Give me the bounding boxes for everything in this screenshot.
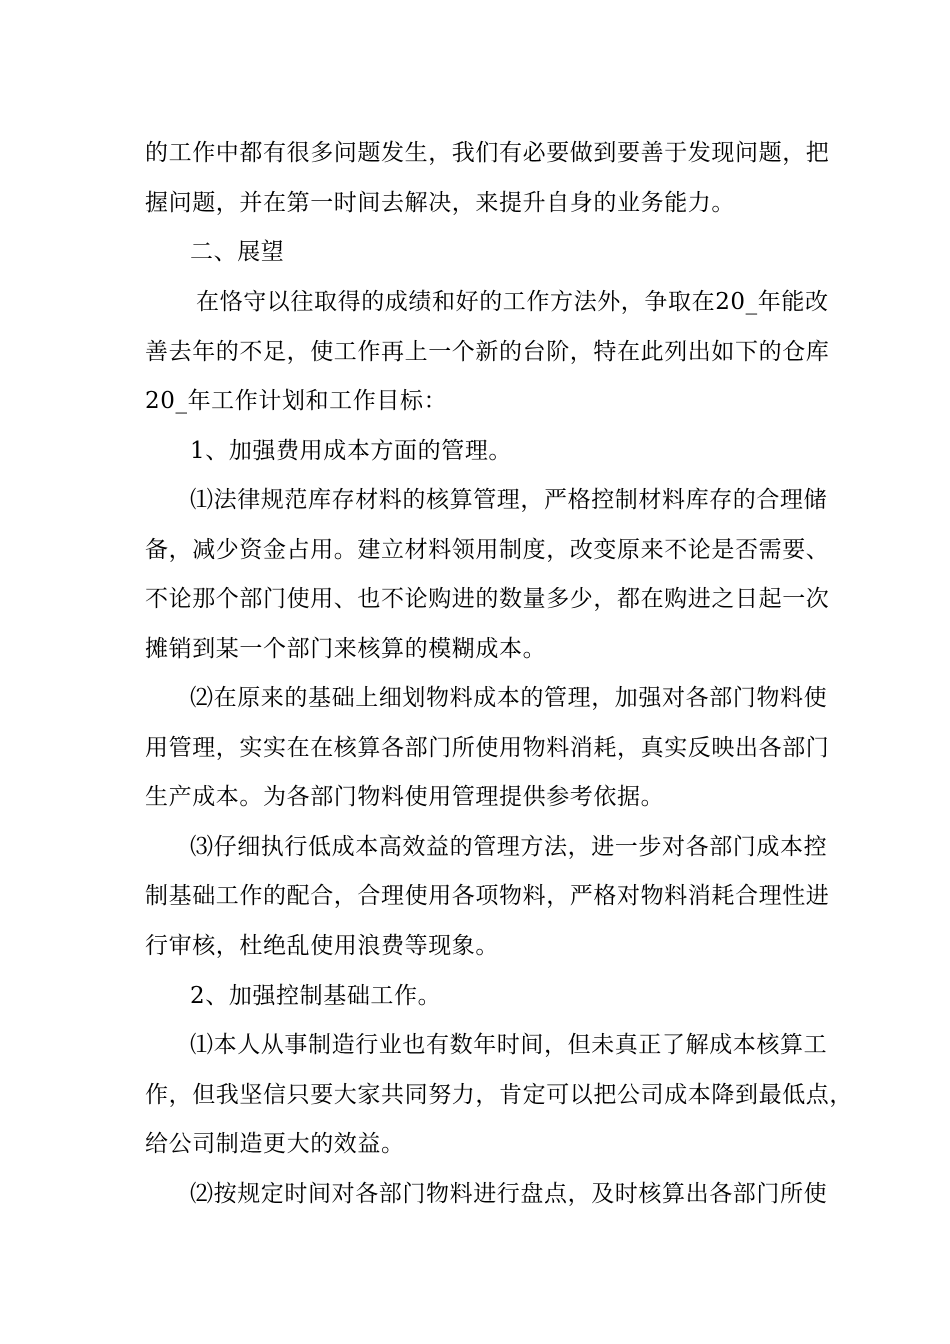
paragraph-line: 行审核，杜绝乱使用浪费等现象。	[145, 933, 499, 959]
paragraph-line: 给公司制造更大的效益。	[145, 1131, 405, 1157]
paragraph-line: 生产成本。为各部门物料使用管理提供参考依据。	[145, 784, 665, 810]
paragraph-line: ⑵按规定时间对各部门物料进行盘点，及时核算出各部门所使	[190, 1181, 828, 1207]
paragraph-line: 用管理，实实在在核算各部门所使用物料消耗，真实反映出各部门	[145, 735, 830, 761]
paragraph-line: 制基础工作的配合，合理使用各项物料，严格对物料消耗合理性进	[145, 883, 830, 909]
paragraph-line: 摊销到某一个部门来核算的模糊成本。	[145, 636, 547, 662]
paragraph-line: 善去年的不足，使工作再上一个新的台阶，特在此列出如下的仓库	[145, 339, 830, 365]
paragraph-line: 20_年工作计划和工作目标：	[145, 388, 448, 414]
list-heading: 2、加强控制基础工作。	[190, 983, 442, 1009]
paragraph-line: 作，但我坚信只要大家共同努力，肯定可以把公司成本降到最低点，	[145, 1082, 853, 1108]
section-heading: 二、展望	[190, 239, 285, 265]
paragraph-line: ⑵在原来的基础上细划物料成本的管理，加强对各部门物料使	[190, 685, 828, 711]
paragraph-line: 不论那个部门使用、也不论购进的数量多少，都在购进之日起一次	[145, 586, 830, 612]
paragraph-line: 握问题，并在第一时间去解决，来提升自身的业务能力。	[145, 190, 735, 216]
paragraph-line: 的工作中都有很多问题发生，我们有必要做到要善于发现问题，把	[145, 140, 830, 166]
list-heading: 1、加强费用成本方面的管理。	[190, 438, 513, 464]
paragraph-line: 在恪守以往取得的成绩和好的工作方法外，争取在20_年能改	[196, 289, 829, 315]
paragraph-line: ⑴本人从事制造行业也有数年时间，但未真正了解成本核算工	[190, 1032, 828, 1058]
paragraph-line: ⑴法律规范库存材料的核算管理，严格控制材料库存的合理储	[190, 487, 828, 513]
paragraph-line: ⑶仔细执行低成本高效益的管理方法，进一步对各部门成本控	[190, 834, 828, 860]
paragraph-line: 备，减少资金占用。建立材料领用制度，改变原来不论是否需要、	[145, 537, 830, 563]
